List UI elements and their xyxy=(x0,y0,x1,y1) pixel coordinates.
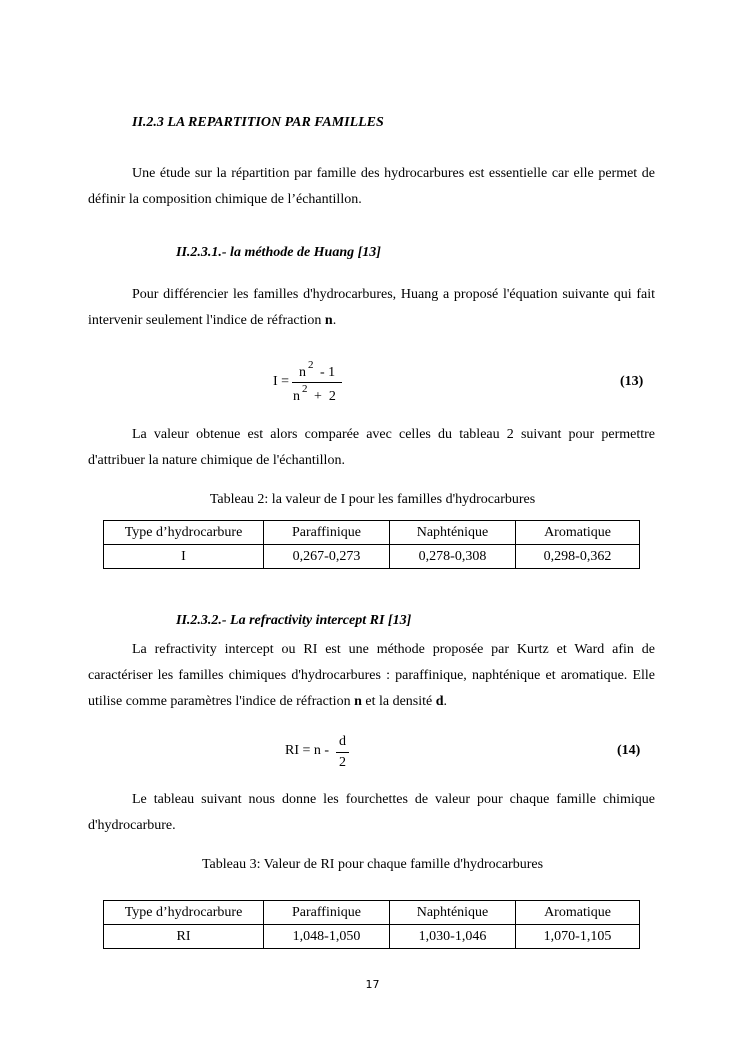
table3-cell: RI xyxy=(104,925,264,949)
table2-cell: 0,298-0,362 xyxy=(516,545,640,569)
huang-paragraph-bold-n: n xyxy=(324,313,333,328)
eq14-fraction-bar xyxy=(336,752,349,753)
table-2 xyxy=(103,520,640,569)
table2-data-row xyxy=(104,545,640,569)
eq13-den-base: n xyxy=(293,389,300,404)
section-title: II.2.3 LA REPARTITION PAR FAMILLES xyxy=(132,115,384,130)
ri-paragraph-bold-n: n xyxy=(354,694,362,709)
eq13-num-rest: - 1 xyxy=(320,365,336,380)
ri-after-paragraph: Le tableau suivant nous donne les fourchettes de valeur pour chaque famille chimique d'hydrocarbure. xyxy=(88,792,655,833)
ri-heading: II.2.3.2.- La refractivity intercept RI [13] xyxy=(176,613,412,628)
eq13-num-exp: 2 xyxy=(308,359,314,371)
huang-paragraph xyxy=(88,282,655,334)
huang-heading: II.2.3.1.- la méthode de Huang [13] xyxy=(176,245,381,260)
eq14-num: d xyxy=(339,734,346,749)
table2-header-cell: Naphténique xyxy=(390,521,516,545)
ri-paragraph xyxy=(88,637,655,715)
eq14-den: 2 xyxy=(339,755,346,770)
table2-cell: 0,278-0,308 xyxy=(390,545,516,569)
table3-data-row xyxy=(104,925,640,949)
table3-header-cell: Paraffinique xyxy=(264,901,390,925)
eq14-number: (14) xyxy=(617,743,641,758)
table2-caption: Tableau 2: la valeur de I pour les familles d'hydrocarbures xyxy=(209,492,536,507)
eq13-number: (13) xyxy=(620,374,644,389)
table2-cell: 0,267-0,273 xyxy=(264,545,390,569)
table2-header-row xyxy=(104,521,640,545)
table3-cell: 1,030-1,046 xyxy=(390,925,516,949)
ri-paragraph-bold-d: d xyxy=(435,694,444,709)
table3-header-cell: Naphténique xyxy=(390,901,516,925)
huang-paragraph-end: . xyxy=(332,313,337,328)
eq13-fraction-bar xyxy=(292,382,342,383)
table3-cell: 1,048-1,050 xyxy=(264,925,390,949)
ri-paragraph-mid: et la densité xyxy=(361,694,436,709)
huang-after-paragraph: La valeur obtenue est alors comparée avec celles du tableau 2 suivant pour permettre d'attribuer la nature chimique de l'échantillon. xyxy=(88,427,655,468)
eq13-den-exp: 2 xyxy=(302,383,308,395)
table3-header-cell: Aromatique xyxy=(516,901,640,925)
eq13-lhs: I = xyxy=(273,374,290,389)
intro-paragraph: Une étude sur la répartition par famille des hydrocarbures est essentielle car elle permet de définir la composition chimique de l’échantillon. xyxy=(88,166,655,207)
ri-paragraph-text: La refractivity intercept ou RI est une méthode proposée par Kurtz et Ward afin de caractériser les familles chimiques d'hydrocarbures : paraffinique, naphténique et aromatique. Elle utilise comme paramètres l'indice de réfraction xyxy=(88,642,655,709)
table2-header-cell: Aromatique xyxy=(516,521,640,545)
table3-cell: 1,070-1,105 xyxy=(516,925,640,949)
eq13-num-base: n xyxy=(299,365,306,380)
table3-caption: Tableau 3: Valeur de RI pour chaque famille d'hydrocarbures xyxy=(201,857,544,872)
ri-paragraph-end: . xyxy=(443,694,448,709)
table3-header-row xyxy=(104,901,640,925)
page-number: 17 xyxy=(365,978,380,991)
table2-header-cell: Type d’hydrocarbure xyxy=(104,521,264,545)
eq14-lhs: RI = n - xyxy=(285,743,330,758)
table2-cell: I xyxy=(104,545,264,569)
table2-header-cell: Paraffinique xyxy=(264,521,390,545)
huang-paragraph-text: Pour différencier les familles d'hydrocarbures, Huang a proposé l'équation suivante qui fait intervenir seulement l'indice de réfraction xyxy=(88,287,655,328)
table3-header-cell: Type d’hydrocarbure xyxy=(104,901,264,925)
eq13-den-rest: + 2 xyxy=(314,389,336,404)
table-3 xyxy=(103,900,640,949)
